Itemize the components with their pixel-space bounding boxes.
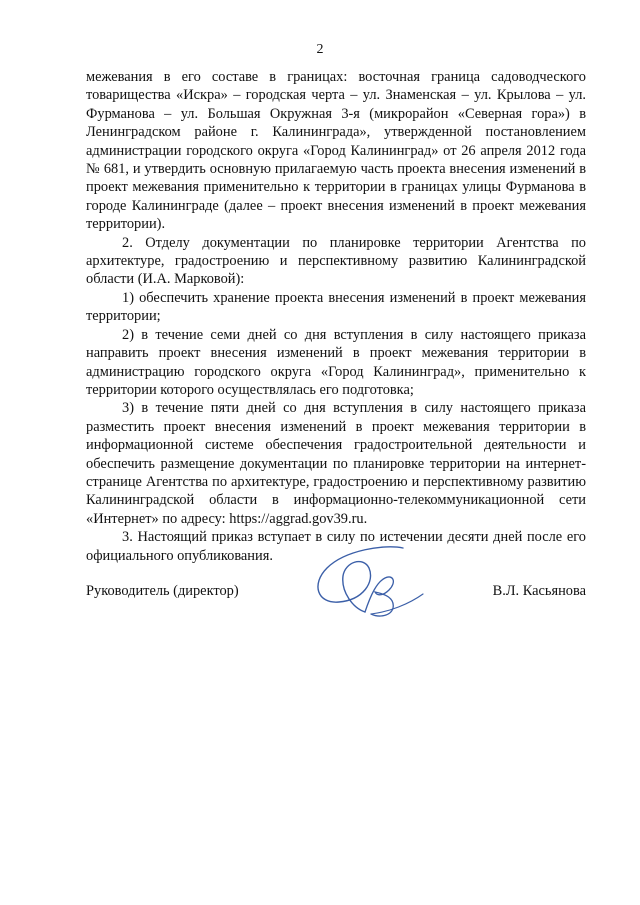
paragraph-subitem-3: 3) в течение пяти дней со дня вступления в силу настоящего приказа разместить проект внесения изменений в проект межевания территории в информационной системе обеспечения градостроительной деятельности и обеспечить размещение документации по планировке территории на интернет-странице Агентства по архитектуре, градостроению и перспективному развитию Калининградской области в информационно-телекоммуникационной сети «Интернет» по адресу: https://aggrad.gov39.ru. [86, 400, 586, 527]
document-body [86, 68, 586, 565]
signatory-position: Руководитель (директор) [86, 583, 239, 599]
page-number: 2 [316, 42, 324, 57]
paragraph-item-3: 3. Настоящий приказ вступает в силу по истечении десяти дней после его официального опубликования. [86, 529, 586, 564]
paragraph-subitem-1: 1) обеспечить хранение проекта внесения изменений в проект межевания территории; [86, 289, 586, 325]
paragraph-subitem-2: 2) в течение семи дней со дня вступления в силу настоящего приказа направить проект внесения изменений в проект межевания территории в администрацию городского округа «Город Калининград», применительно к территории которого осуществлялась его подготовка; [86, 326, 586, 398]
paragraph-continuation: межевания в его составе в границах: восточная граница садоводческого товарищества «Искра» – городская черта – ул. Знаменская – ул. Крылова – ул. Фурманова – ул. Большая Окружная 3-я (микрорайон «Северная гора») в Ленинградском районе г. Калининграда», утвержденной постановлением администрации городского округа «Город Калининград» от 26 апреля 2012 года № 681, и утвердить основную прилагаемую часть проекта внесения изменений в проект межевания применительно к территории в границах улицы Фурманова в городе Калининграде (далее – проект внесения изменений в проект межевания территории). [86, 69, 586, 233]
signature-block [86, 582, 586, 602]
signature-stroke-loop [318, 547, 403, 612]
paragraph-item-2: 2. Отделу документации по планировке территории Агентства по архитектуре, градостроению и перспективному развитию Калининградской области (И.А. Марковой): [86, 234, 586, 288]
signatory-name: В.Л. Касьянова [492, 583, 586, 599]
